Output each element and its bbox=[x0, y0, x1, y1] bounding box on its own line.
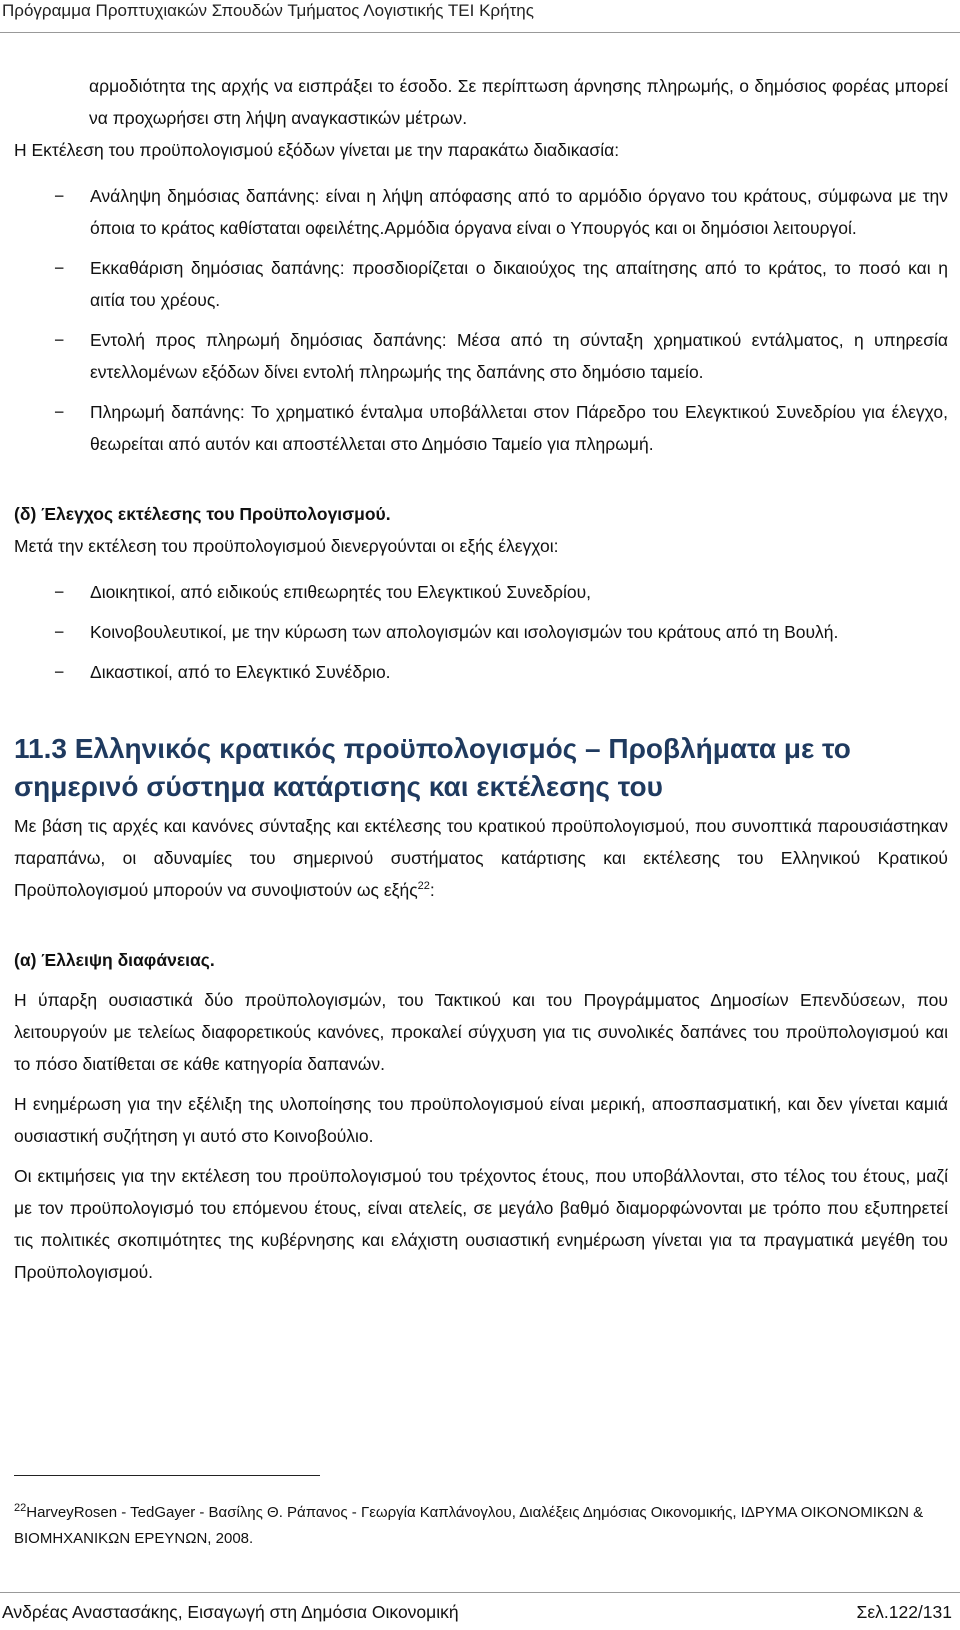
paragraph: Η ενημέρωση για την εξέλιξη της υλοποίησης του προϋπολογισμού είναι μερική, αποσπασματική, και δεν γίνεται καμιά ουσιαστική συζήτηση γι αυτό στο Κοινοβούλιο. bbox=[14, 1094, 948, 1146]
dash-bullet: − bbox=[54, 258, 65, 278]
list-item: − Διοικητικοί, από ειδικούς επιθεωρητές του Ελεγκτικού Συνεδρίου, bbox=[14, 576, 948, 608]
list-item: − Κοινοβουλευτικοί, με την κύρωση των απολογισμών και ισολογισμών του κράτους από τη Βουλή. bbox=[14, 616, 948, 648]
page-header bbox=[0, 0, 960, 33]
intro-continuation: αρμοδιότητα της αρχής να εισπράξει το έσοδο. Σε περίπτωση άρνησης πληρωμής, ο δημόσιος φορέας μπορεί να προχωρήσει στη λήψη αναγκαστικών μέτρων. bbox=[89, 76, 948, 128]
footnote-text: HarveyRosen - TedGayer - Βασίλης Θ. Ράπανος - Γεωργία Καπλάνογλου, Διαλέξεις Δημόσιας Οικονομικής, ΙΔΡΥΜΑ ΟΙΚΟΝΟΜΙΚΩΝ & ΒΙΟΜΗΧΑΝΙΚΩΝ ΕΡΕΥΝΩΝ, 2008. bbox=[14, 1504, 924, 1547]
list-item: − Εκκαθάριση δημόσιας δαπάνης: προσδιορίζεται ο δικαιούχος της απαίτησης από το κράτος, το ποσό και η αιτία του χρέους. bbox=[14, 252, 948, 316]
footnote-separator bbox=[14, 1475, 320, 1476]
dash-bullet: − bbox=[54, 186, 65, 206]
dash-bullet: − bbox=[54, 330, 65, 350]
page-number: Σελ.122/131 bbox=[856, 1602, 952, 1622]
paragraph: Η ύπαρξη ουσιαστικά δύο προϋπολογισμών, του Τακτικού και του Προγράμματος Δημοσίων Επενδύσεων, που λειτουργούν με τελείως διαφορετικούς κανόνες, προκαλεί σύγχυση για τις συνολικές δαπάνες του προϋπολογισμού και το πόσο διατίθεται σε κάθε κατηγορία δαπανών. bbox=[14, 990, 948, 1074]
header-title: Πρόγραμμα Προπτυχιακών Σπουδών Τμήματος Λογιστικής ΤΕΙ Κρήτης bbox=[2, 1, 534, 20]
list-item: − Πληρωμή δαπάνης: Το χρηματικό ένταλμα υποβάλλεται στον Πάρεδρο του Ελεγκτικού Συνεδρίου για έλεγχο, θεωρείται από αυτόν και αποστέλλεται στο Δημόσιο Ταμείο για πληρωμή. bbox=[14, 396, 948, 460]
page-footer bbox=[0, 1592, 960, 1630]
control-title: (δ) Έλεγχος εκτέλεσης του Προϋπολογισμού. bbox=[14, 504, 391, 524]
dash-bullet: − bbox=[54, 622, 65, 642]
footer-author: Ανδρέας Αναστασάκης, Εισαγωγή στη Δημόσια Οικονομική bbox=[2, 1602, 459, 1622]
footnote-number: 22 bbox=[14, 1502, 27, 1514]
page-content bbox=[14, 70, 948, 1288]
dash-bullet: − bbox=[54, 662, 65, 682]
dash-bullet: − bbox=[54, 582, 65, 602]
list-item: − Εντολή προς πληρωμή δημόσιας δαπάνης: Μέσα από τη σύνταξη χρηματικού εντάλματος, η υπηρεσία εντελλομένων εξόδων δίνει εντολή πληρωμής της δαπάνης στο δημόσιο ταμείο. bbox=[14, 324, 948, 388]
footnote-ref: 22 bbox=[417, 880, 430, 893]
section-intro: Με βάση τις αρχές και κανόνες σύνταξης και εκτέλεσης του κρατικού προϋπολογισμού, που συνοπτικά παρουσιάστηκαν παραπάνω, οι αδυναμίες του σημερινού συστήματος κατάρτισης και εκτέλεσης του Ελληνικού Κρατικού Προϋπολογισμού μπορούν να συνοψιστούν ως εξής$^{22}$: bbox=[14, 816, 948, 900]
transparency-title: (α) Έλλειψη διαφάνειας. bbox=[14, 950, 215, 970]
list-item: − Ανάληψη δημόσιας δαπάνης: είναι η λήψη απόφασης από το αρμόδιο όργανο του κράτους, σύμφωνα με την όποια το κράτος καθίσταται οφειλέτης.Αρμόδια όργανα είναι ο Υπουργός και οι δημόσιοι λειτουργοί. bbox=[14, 180, 948, 244]
list-item: − Δικαστικοί, από το Ελεγκτικό Συνέδριο. bbox=[14, 656, 948, 688]
section-heading: 11.3 Ελληνικός κρατικός προϋπολογισμός – Προβλήματα με το σημερινό σύστημα κατάρτισης και εκτέλεσης του bbox=[14, 733, 851, 802]
dash-bullet: − bbox=[54, 402, 65, 422]
control-lead: Μετά την εκτέλεση του προϋπολογισμού διενεργούνται οι εξής έλεγχοι: bbox=[14, 536, 559, 556]
execution-lead: Η Εκτέλεση του προϋπολογισμού εξόδων γίνεται με την παρακάτω διαδικασία: bbox=[14, 140, 620, 160]
paragraph: Οι εκτιμήσεις για την εκτέλεση του προϋπολογισμού του τρέχοντος έτους, που υποβάλλονται, στο τέλος του έτους, μαζί με τον προϋπολογισμό του επόμενου έτους, είναι ατελείς, σε μεγάλο βαθμό διαμορφώνονται με τρόπο που εξυπηρετεί τις πολιτικές σκοπιμότητες της κυβέρνησης και ελάχιστη ουσιαστική ενημέρωση γίνεται για τα πραγματικά μεγέθη του Προϋπολογισμού. bbox=[14, 1166, 948, 1282]
footnote bbox=[14, 1500, 948, 1552]
